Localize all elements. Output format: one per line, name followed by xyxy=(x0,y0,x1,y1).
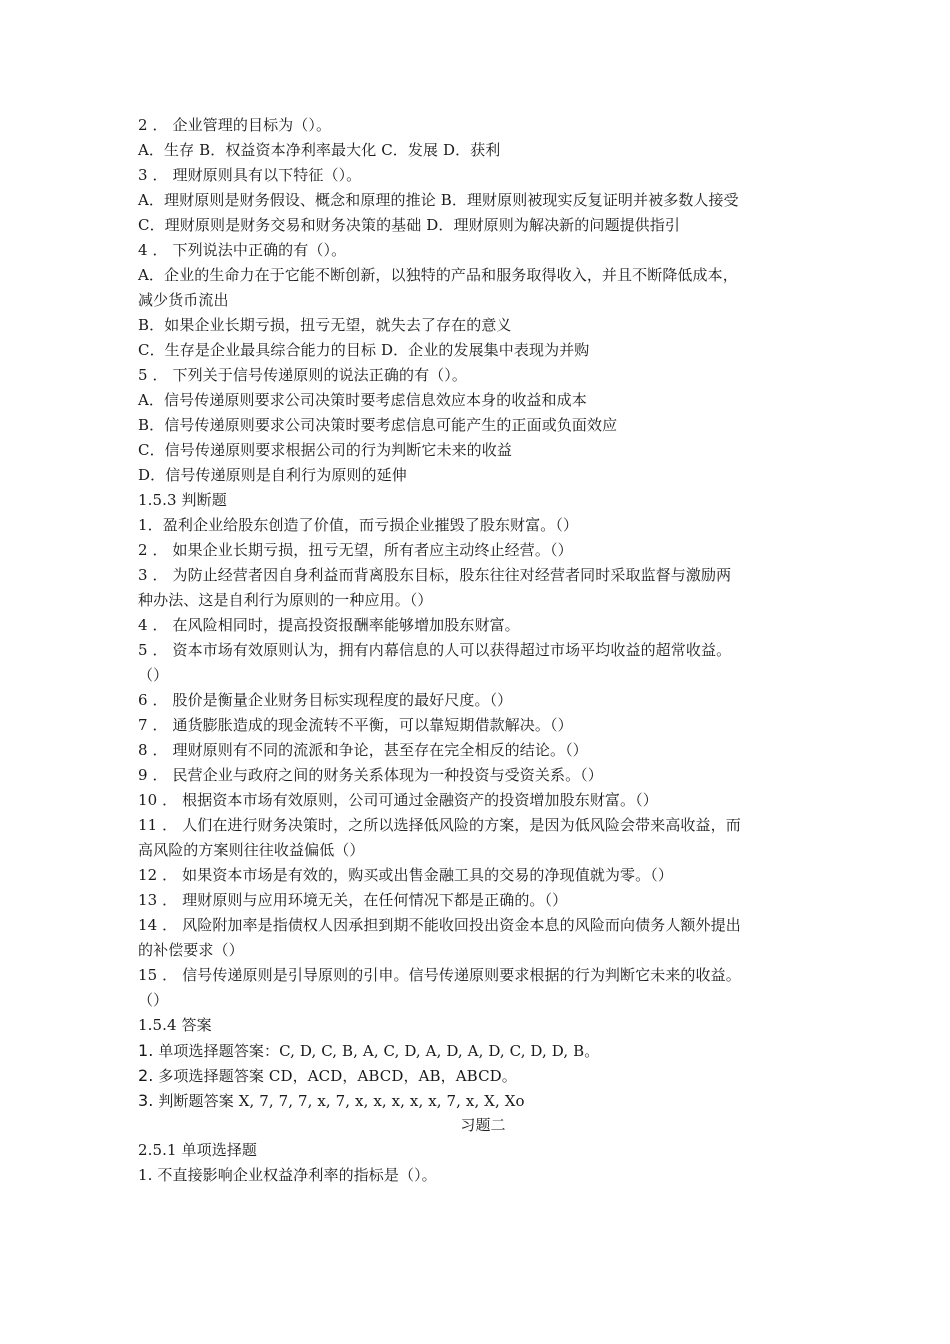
judgement-6: 6 ． 股价是衡量企业财务目标实现程度的最好尺度。（） xyxy=(138,691,513,709)
judgement-11: 11 ． 人们在进行财务决策时，之所以选择低风险的方案，是因为低风险会带来高收益，而 xyxy=(138,816,741,834)
answer-multiple-choice xyxy=(138,1063,818,1088)
question-5-stem: 5 ． 下列关于信号传递原则的说法正确的有（）。 xyxy=(138,366,467,384)
question-5-option-d: D．信号传递原则是自利行为原则的延伸 xyxy=(138,466,407,484)
judgement-8: 8 ． 理财原则有不同的流派和争论，甚至存在完全相反的结论。（） xyxy=(138,741,588,759)
document-page xyxy=(138,113,818,1188)
judgement-11-cont: 高风险的方案则往往收益偏低（） xyxy=(138,841,365,859)
question-3-stem: 3 ． 理财原则具有以下特征（）。 xyxy=(138,166,362,184)
question-5-option-c: C．信号传递原则要求根据公司的行为判断它未来的收益 xyxy=(138,441,512,459)
judgement-12: 12 ． 如果资本市场是有效的，购买或出售金融工具的交易的净现值就为零。（） xyxy=(138,866,673,884)
answer-number: 2. xyxy=(138,1066,154,1085)
question-5-option-a: A．信号传递原则要求公司决策时要考虑信息效应本身的收益和成本 xyxy=(138,391,587,409)
judgement-14-cont: 的补偿要求（） xyxy=(138,941,244,959)
judgement-4: 4 ． 在风险相同时，提高投资报酬率能够增加股东财富。 xyxy=(138,616,520,634)
judgement-1: 1．盈利企业给股东创造了价值，而亏损企业摧毁了股东财富。（） xyxy=(138,516,579,534)
judgement-13: 13 ． 理财原则与应用环境无关，在任何情况下都是正确的。（） xyxy=(138,891,568,909)
judgement-14: 14 ． 风险附加率是指债权人因承担到期不能收回投出资金本息的风险而向债务人额外提出 xyxy=(138,916,741,934)
question-4-option-a: A．企业的生命力在于它能不断创新，以独特的产品和服务取得收入，并且不断降低成本， xyxy=(138,266,738,284)
judgement-3-cont: 种办法、这是自利行为原则的一种应用。（） xyxy=(138,591,433,609)
judgement-5: 5 ． 资本市场有效原则认为，拥有内幕信息的人可以获得超过市场平均收益的超常收益。 xyxy=(138,641,732,659)
judgement-15: 15 ． 信号传递原则是引导原则的引申。信号传递原则要求根据的行为判断它未来的收益。 xyxy=(138,966,741,984)
answer-number: 1. xyxy=(138,1041,154,1060)
judgement-7: 7 ． 通货膨胀造成的现金流转不平衡，可以靠短期借款解决。（） xyxy=(138,716,573,734)
question-4-option-a-cont: 减少货币流出 xyxy=(138,291,229,309)
answer-judgement xyxy=(138,1088,818,1113)
question-5-option-b: B．信号传递原则要求公司决策时要考虑信息可能产生的正面或负面效应 xyxy=(138,416,618,434)
judgement-2: 2 ． 如果企业长期亏损，扭亏无望，所有者应主动终止经营。（） xyxy=(138,541,573,559)
single-choice-question-1: 1. 不直接影响企业权益净利率的指标是（）。 xyxy=(138,1166,437,1184)
answer-number: 3. xyxy=(138,1091,154,1110)
judgement-15-cont: （） xyxy=(138,991,169,1009)
judgement-3: 3 ． 为防止经营者因自身利益而背离股东目标，股东往往对经营者同时采取监督与激励两 xyxy=(138,566,732,584)
question-3-options-ab: A．理财原则是财务假设、概念和原理的推论 B．理财原则被现实反复证明并被多数人接受 xyxy=(138,191,739,209)
judgement-9: 9 ． 民营企业与政府之间的财务关系体现为一种投资与受资关系。（） xyxy=(138,766,603,784)
question-2-stem: 2 ． 企业管理的目标为（）。 xyxy=(138,116,332,134)
question-3-options-cd: C．理财原则是财务交易和财务决策的基础 D．理财原则为解决新的问题提供指引 xyxy=(138,216,680,234)
chapter-title: 习题二 xyxy=(460,1116,506,1134)
answer-text: 判断题答案 X, 7, 7, 7, x, 7, x, x, x, x, x, 7, x, X, Xo xyxy=(153,1092,525,1110)
question-4-stem: 4 ． 下列说法中正确的有（）。 xyxy=(138,241,347,259)
question-4-option-b: B．如果企业长期亏损，扭亏无望，就失去了存在的意义 xyxy=(138,316,512,334)
judgement-10: 10 ． 根据资本市场有效原则，公司可通过金融资产的投资增加股东财富。（） xyxy=(138,791,658,809)
section-heading-answers: 1.5.4 答案 xyxy=(138,1016,212,1034)
section-heading-judgement: 1.5.3 判断题 xyxy=(138,491,227,509)
question-2-options: A．生存 B．权益资本净利率最大化 C．发展 D．获利 xyxy=(138,141,501,159)
answer-text: 单项选择题答案：C, D, C, B, A, C, D, A, D, A, D, C, D, D, B。 xyxy=(153,1042,600,1060)
question-4-options-cd: C．生存是企业最具综合能力的目标 D．企业的发展集中表现为并购 xyxy=(138,341,590,359)
answer-single-choice xyxy=(138,1038,818,1063)
section-heading-single-choice: 2.5.1 单项选择题 xyxy=(138,1141,258,1159)
judgement-5-cont: （） xyxy=(138,666,169,684)
answer-text: 多项选择题答案 CD，ACD，ABCD，AB，ABCD。 xyxy=(153,1067,517,1085)
